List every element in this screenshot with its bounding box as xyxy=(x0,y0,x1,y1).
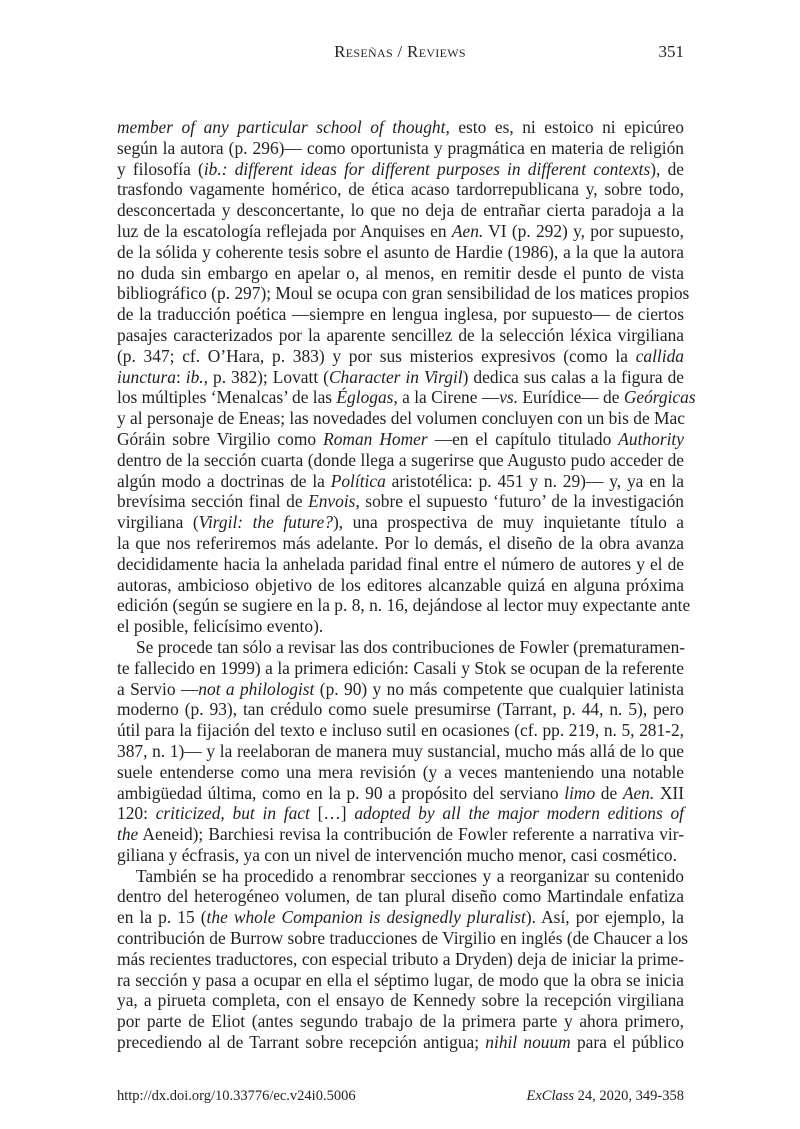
page-footer xyxy=(117,1088,684,1108)
text-run: trasfondo vagamente homérico, de ética acaso tardorrepublicana y, sobre todo, xyxy=(117,179,684,200)
text-run: pasajes caracterizados por la aparente sencillez de la selección léxica virgiliana xyxy=(117,324,684,345)
text-run: decididamente hacia la anhelada paridad final entre el número de autores y el de xyxy=(117,553,684,574)
text-run: y filosofía ( xyxy=(117,158,204,179)
text-run: edición (según se sugiere en la p. 8, n. 16, dejándose al lector muy expectante ante xyxy=(117,595,691,616)
text-line xyxy=(117,907,684,928)
italic-text: Envois xyxy=(308,491,356,512)
text-run: virgiliana ( xyxy=(117,512,199,533)
italic-text: iunctura xyxy=(117,366,176,387)
text-line xyxy=(117,367,684,388)
italic-text: Character in Virgil xyxy=(328,366,463,387)
journal-name: ExClass xyxy=(526,1088,575,1104)
text-line xyxy=(117,554,684,575)
text-line xyxy=(117,471,684,492)
text-run: para el público xyxy=(570,1032,684,1053)
running-head xyxy=(0,42,800,64)
text-line xyxy=(117,283,690,304)
text-run: de xyxy=(595,782,623,803)
italic-text: Roman Homer xyxy=(323,428,428,449)
text-line xyxy=(117,263,684,284)
text-run: luz de la escatología reflejada por Anquises en xyxy=(117,220,452,241)
italic-text: ib.: different ideas for different purposes in different contexts xyxy=(203,158,651,179)
italic-text: Aen. xyxy=(622,782,655,803)
text-run: de la traducción poética —siempre en lengua inglesa, por supuesto— de ciertos xyxy=(117,304,684,325)
text-line xyxy=(117,658,684,679)
text-run: : xyxy=(175,366,186,387)
text-line xyxy=(117,824,684,845)
italic-text: Política xyxy=(330,470,386,491)
italic-text: adopted by all the major modern editions of xyxy=(354,803,684,824)
text-line xyxy=(117,450,684,471)
text-line xyxy=(117,408,684,429)
text-line xyxy=(117,866,684,887)
text-run: ), de xyxy=(650,158,685,179)
text-run: (p. 90) y no más competente que cualquier latinista xyxy=(314,678,684,699)
text-run: ), una prospectiva de muy inquietante título a xyxy=(332,512,685,533)
text-line xyxy=(117,491,684,512)
text-run: XII xyxy=(654,782,684,803)
italic-text: criticized, but in fact xyxy=(155,803,310,824)
text-line xyxy=(117,117,684,138)
italic-text: Authority xyxy=(618,428,684,449)
text-run: —en el capítulo titulado xyxy=(427,428,619,449)
text-line xyxy=(117,616,684,637)
text-run: 120: xyxy=(117,803,156,824)
text-run: aristotélica: p. 451 y n. 29)— y, ya en la xyxy=(385,470,685,491)
text-line xyxy=(117,1011,684,1032)
text-line xyxy=(117,221,684,242)
text-line xyxy=(117,845,684,866)
text-run: , a la Cirene — xyxy=(393,387,500,408)
text-run: los múltiples ‘Menalcas’ de las xyxy=(117,387,337,408)
journal-citation xyxy=(527,1088,685,1105)
text-line xyxy=(117,741,684,762)
text-run: , sobre el supuesto ‘futuro’ de la investigación xyxy=(355,491,684,512)
text-run: según la autora (p. 296)— como oportunista y pragmática en materia de religión xyxy=(117,137,684,158)
text-line xyxy=(117,949,684,970)
text-run: en la p. 15 ( xyxy=(117,907,207,928)
italic-text: callida xyxy=(635,345,684,366)
text-line xyxy=(117,803,684,824)
text-line xyxy=(117,679,684,700)
text-line xyxy=(117,429,684,450)
body-text xyxy=(117,117,696,1053)
text-run: , esto es, ni estoico ni epicúreo xyxy=(445,117,684,137)
text-run: por parte de Eliot (antes segundo trabajo de la primera parte y ahora primero, xyxy=(117,1011,684,1032)
text-run: contribución de Burrow sobre traducciones de Virgilio en inglés (de Chaucer a los xyxy=(117,928,689,949)
page-number: 351 xyxy=(658,42,684,61)
text-run: VI (p. 292) y, por supuesto, xyxy=(483,220,684,241)
text-line xyxy=(117,346,684,367)
text-line xyxy=(117,970,684,991)
text-run: ). Así, por ejemplo, la xyxy=(525,907,684,928)
italic-text: not a philologist xyxy=(198,678,315,699)
italic-text: the xyxy=(117,824,139,845)
text-run: moderno (p. 93), tan crédulo como suele presumirse (Tarrant, p. 44, n. 5), pero xyxy=(117,699,684,720)
text-line xyxy=(117,928,689,949)
text-run: te fallecido en 1999) a la primera edición: Casali y Stok se ocupan de la referente xyxy=(117,657,684,678)
text-run: giliana y écfrasis, ya con un nivel de intervención mucho menor, casi cosmético. xyxy=(117,844,677,865)
text-line xyxy=(117,325,684,346)
paragraph xyxy=(117,637,684,866)
text-line xyxy=(117,886,684,907)
text-run: útil para la fijación del texto e incluso sutil en ocasiones (cf. pp. 219, n. 5, 281-2, xyxy=(117,720,684,741)
text-run: dentro de la sección cuarta (donde llega a sugerirse que Augusto pudo acceder de xyxy=(117,449,684,470)
text-run: Aeneid); Barchiesi revisa la contribución de Fowler referente a narrativa vir- xyxy=(138,824,684,845)
italic-text: ib. xyxy=(185,366,204,387)
text-run: (p. 347; cf. O’Hara, p. 383) y por sus misterios expresivos (como la xyxy=(117,345,636,366)
text-run: Eurídice— de xyxy=(518,387,624,408)
doi-link[interactable]: http://dx.doi.org/10.33776/ec.v24i0.5006 xyxy=(117,1088,356,1104)
text-run: También se ha procedido a renombrar secciones y a reorganizar su contenido xyxy=(136,865,684,886)
citation-details: 24, 2020, 349-358 xyxy=(574,1088,684,1104)
text-run: a Servio — xyxy=(117,678,199,699)
italic-text: limo xyxy=(564,782,596,803)
text-line xyxy=(117,138,684,159)
text-line xyxy=(117,699,684,720)
text-line xyxy=(117,575,684,596)
text-line xyxy=(117,783,684,804)
running-title: Reseñas / Reviews xyxy=(334,42,466,61)
italic-text: vs. xyxy=(499,387,519,408)
text-run: precediendo al de Tarrant sobre recepción antigua; xyxy=(117,1032,486,1053)
text-run: y al personaje de Eneas; las novedades del volumen concluyen con un bis de Mac xyxy=(117,408,685,429)
text-run: ) dedica sus calas a la figura de xyxy=(462,366,684,387)
text-run: bibliográfico (p. 297); Moul se ocupa con gran sensibilidad de los matices propios xyxy=(117,283,690,304)
text-run: […] xyxy=(309,803,355,824)
italic-text: the whole Companion is designedly pluralist xyxy=(206,907,526,928)
text-run: suele entenderse como una mera revisión (y a veces manteniendo una notable xyxy=(117,761,684,782)
text-line xyxy=(117,1032,684,1053)
text-line xyxy=(117,242,684,263)
italic-text: nihil nouum xyxy=(485,1032,571,1053)
text-run: la que nos referiremos más adelante. Por lo demás, el diseño de la obra avanza xyxy=(117,532,684,553)
text-line xyxy=(117,512,684,533)
text-run: no duda sin embargo en apelar o, al menos, en remitir desde el punto de vista xyxy=(117,262,684,283)
text-line xyxy=(117,179,684,200)
text-run: más recientes traductores, con especial tributo a Dryden) deja de iniciar la prime- xyxy=(117,948,684,969)
italic-text: member of any particular school of thought xyxy=(117,117,446,137)
text-run: brevísima sección final de xyxy=(117,491,309,512)
text-run: Se procede tan sólo a revisar las dos contribuciones de Fowler (prematuramen- xyxy=(136,636,686,657)
paragraph xyxy=(117,865,689,1053)
text-line xyxy=(117,387,696,408)
paragraph xyxy=(117,117,696,637)
text-run: Góráin sobre Virgilio como xyxy=(117,428,324,449)
text-run: autoras, ambicioso objetivo de los editores alcanzable quizá en alguna próxima xyxy=(117,574,684,595)
text-line xyxy=(117,159,684,180)
text-run: , p. 382); Lovatt ( xyxy=(203,366,329,387)
text-line xyxy=(117,637,684,658)
text-run: ambigüedad última, como en la p. 90 a propósito del serviano xyxy=(117,782,565,803)
text-line xyxy=(117,762,684,783)
text-line xyxy=(117,200,684,221)
text-run: ra sección y pasa a ocupar en ella el séptimo lugar, de modo que la obra se inicia xyxy=(117,969,684,990)
text-line xyxy=(117,533,684,554)
italic-text: Aen. xyxy=(451,220,484,241)
text-run: de la sólida y coherente tesis sobre el asunto de Hardie (1986), a la que la autora xyxy=(117,241,684,262)
text-run: algún modo a doctrinas de la xyxy=(117,470,331,491)
text-line xyxy=(117,720,684,741)
text-run: dentro del heterogéneo volumen, de tan plural diseño como Martindale enfatiza xyxy=(117,886,684,907)
italic-text: Virgil: the future? xyxy=(198,512,333,533)
text-line xyxy=(117,595,691,616)
text-run: 387, n. 1)— y la reelaboran de manera muy sustancial, mucho más allá de lo que xyxy=(117,740,684,761)
text-line xyxy=(117,990,684,1011)
italic-text: Églogas xyxy=(336,387,394,408)
text-run: desconcertada y desconcertante, lo que no deja de entrañar cierta paradoja a la xyxy=(117,200,684,221)
text-run: ya, a pirueta completa, con el ensayo de Kennedy sobre la recepción virgiliana xyxy=(117,990,684,1011)
text-run: el posible, felicísimo evento). xyxy=(117,616,324,637)
italic-text: Geórgicas xyxy=(623,387,696,408)
text-line xyxy=(117,304,684,325)
